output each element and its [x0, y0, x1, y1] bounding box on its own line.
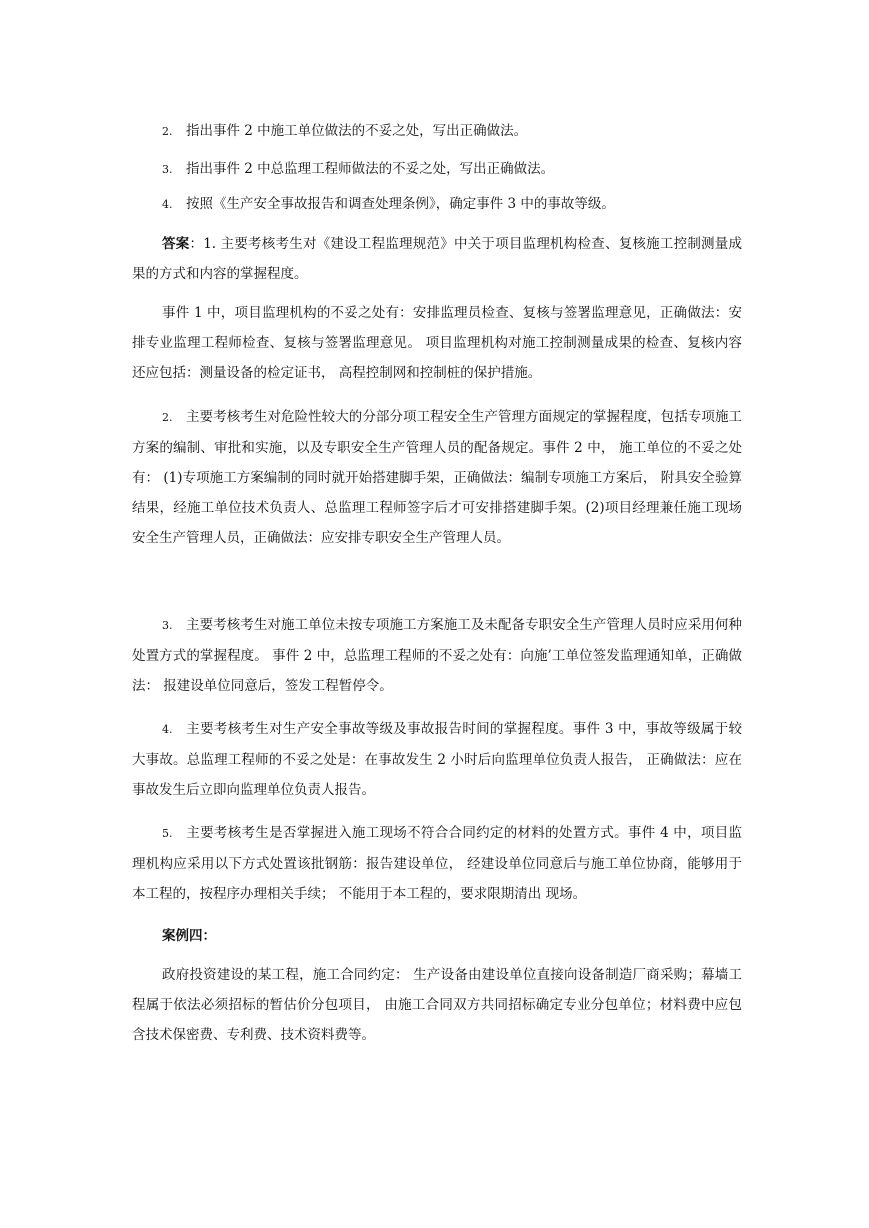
answer-intro-text: ：1. 主要考核考生对《建设工程监理规范》中关于项目监理机构检查、复核施工控制测量成果的方式和内容的掌握程度。 [132, 236, 743, 282]
case-paragraph [132, 960, 742, 1050]
paragraph-text: 主要考核考生是否掌握进入施工现场不符合合同约定的材料的处置方式。事件 4 中，项目监理机构应采用以下方式处置该批钢筋：报告建设单位， 经建设单位同意后与施工单位协商，能够用于本工程的，按程序办理相关手续； 不能用于本工程的，要求限期清出 现场。 [132, 825, 742, 902]
question-number: 2. [162, 125, 173, 138]
paragraph-text: 主要考核考生对施工单位未按专项施工方案施工及未配备专职安全生产管理人员时应采用何种处置方式的掌握程度。 事件 2 中，总监理工程师的不妥之处有：向施’工单位签发监理通知单，正确做法： 报建设单位同意后，签发工程暂停令。 [132, 617, 742, 694]
question-3 [162, 159, 554, 180]
answer-paragraph-5 [132, 818, 742, 909]
question-4 [162, 194, 615, 215]
paragraph-text: 事件 1 中，项目监理机构的不妥之处有：安排监理员检查、复核与签署监理意见，正确做法：安排专业监理工程师检查、复核与签署监理意见。 项目监理机构对施工控制测量成果的检查、复核内容还应包括：测量设备的检定证书， 高程控制网和控制桩的保护措施。 [132, 305, 742, 381]
paragraph-number: 5. [162, 827, 173, 840]
answer-label: 答案 [162, 236, 190, 252]
answer-paragraph-2 [132, 402, 742, 553]
paragraph-text: 主要考核考生对危险性较大的分部分项工程安全生产管理方面规定的掌握程度，包括专项施工方案的编制、审批和实施，以及专职安全生产管理人员的配备规定。事件 2 中， 施工单位的不妥之处有： (1)专项施工方案编制的同时就开始搭建脚手架，正确做法：编制专项施工方案后， 附具安全验算结果，经施工单位技术负责人、总监理工程师签字后才可安排搭建脚手架。(2)项目经理兼任施工现场安全生产管理人员，正确做法：应安排专职安全生产管理人员。 [132, 409, 742, 546]
case-text: 政府投资建设的某工程，施工合同约定： 生产设备由建设单位直接向设备制造厂商采购；幕墙工程属于依法必须招标的暂估价分包项目， 由施工合同双方共同招标确定专业分包单位；材料费中应包含技术保密费、专利费、技术资料费等。 [132, 967, 742, 1043]
question-2 [162, 121, 527, 142]
paragraph-number: 2. [162, 411, 173, 424]
paragraph-text: 主要考核考生对生产安全事故等级及事故报告时间的掌握程度。事件 3 中，事故等级属于较大事故。总监理工程师的不妥之处是：在事故发生 2 小时后向监理单位负责人报告， 正确做法：应在事故发生后立即向监理单位负责人报告。 [132, 721, 742, 798]
paragraph-number: 3. [162, 619, 173, 632]
answer-paragraph-3 [132, 610, 742, 701]
question-text: 按照《生产安全事故报告和调查处理条例》，确定事件 3 中的事故等级。 [186, 196, 615, 212]
question-number: 4. [162, 198, 173, 211]
question-number: 3. [162, 163, 173, 176]
paragraph-number: 4. [162, 723, 173, 736]
question-text: 指出事件 2 中施工单位做法的不妥之处，写出正确做法。 [186, 123, 528, 139]
answer-paragraph-1 [132, 298, 742, 388]
answer-intro [132, 229, 742, 289]
case-heading: 案例四： [162, 928, 216, 944]
question-text: 指出事件 2 中总监理工程师做法的不妥之处，写出正确做法。 [186, 161, 555, 177]
answer-paragraph-4 [132, 714, 742, 805]
